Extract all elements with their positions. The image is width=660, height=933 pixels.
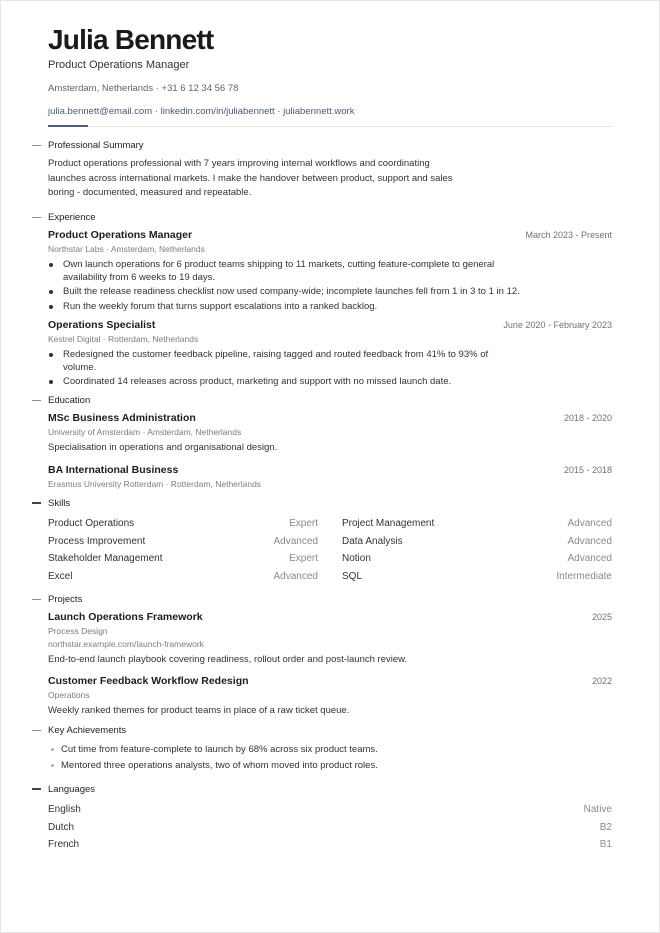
header-divider bbox=[48, 126, 612, 127]
job-title: Operations Specialist bbox=[48, 318, 156, 331]
skill-name: Process Improvement bbox=[48, 535, 146, 547]
education-section bbox=[48, 394, 612, 489]
experience-entry bbox=[48, 229, 612, 313]
skill-level: Advanced bbox=[567, 518, 612, 529]
skill-name: SQL bbox=[342, 570, 363, 582]
project-description: Weekly ranked themes for product teams in place of a raw ticket queue. bbox=[48, 705, 350, 716]
section-heading bbox=[48, 394, 612, 407]
languages-section bbox=[48, 783, 612, 854]
job-company: Kestrel Digital · Rotterdam, Netherlands bbox=[48, 333, 199, 344]
skills-section bbox=[48, 497, 612, 585]
language-name: French bbox=[48, 839, 80, 850]
section-dash bbox=[32, 599, 41, 600]
skill-row bbox=[48, 533, 318, 551]
project-title: Launch Operations Framework bbox=[48, 611, 203, 623]
skill-name: Project Management bbox=[342, 518, 435, 529]
website-link[interactable]: juliabennett.work bbox=[283, 106, 355, 117]
email-link[interactable]: julia.bennett@email.com bbox=[48, 106, 153, 117]
project-title: Customer Feedback Workflow Redesign bbox=[48, 675, 249, 687]
skill-name: Stakeholder Management bbox=[48, 553, 163, 564]
contact-separator: · bbox=[153, 83, 162, 94]
section-heading bbox=[48, 593, 612, 606]
language-level: Native bbox=[583, 804, 612, 815]
section-heading-label: Education bbox=[48, 395, 91, 406]
job-company: Northstar Labs · Amsterdam, Netherlands bbox=[48, 243, 205, 254]
section-heading bbox=[48, 497, 612, 510]
skill-name: Notion bbox=[342, 553, 371, 564]
job-dates: March 2023 - Present bbox=[525, 229, 612, 240]
section-dash bbox=[32, 788, 41, 790]
language-row bbox=[48, 836, 612, 854]
section-heading bbox=[48, 139, 612, 152]
job-bullets bbox=[48, 348, 612, 389]
candidate-title: Product Operations Manager bbox=[48, 59, 190, 71]
language-level: B2 bbox=[599, 821, 612, 833]
skill-row bbox=[48, 568, 318, 586]
job-bullets bbox=[48, 258, 612, 313]
section-heading-label: Languages bbox=[48, 784, 96, 795]
language-row bbox=[48, 819, 612, 837]
job-title: Product Operations Manager bbox=[48, 228, 193, 241]
section-dash bbox=[32, 145, 41, 146]
skill-level: Advanced bbox=[567, 535, 612, 547]
school-name: Erasmus University Rotterdam · Rotterdam, Netherlands bbox=[48, 479, 262, 489]
language-name: Dutch bbox=[48, 821, 75, 833]
degree-dates: 2015 - 2018 bbox=[563, 465, 612, 475]
bullet-item: Coordinated 14 releases across product, marketing and support with no missed launch date. bbox=[48, 375, 528, 388]
contact-separator: · bbox=[274, 106, 284, 117]
skill-name: Excel bbox=[48, 570, 73, 582]
skill-row bbox=[342, 550, 612, 568]
skills-column-right bbox=[342, 515, 612, 585]
skill-level: Intermediate bbox=[556, 570, 612, 582]
project-category: Operations bbox=[48, 690, 90, 700]
languages-list bbox=[48, 801, 612, 854]
skill-row bbox=[342, 533, 612, 551]
contact-separator: · bbox=[152, 106, 161, 117]
project-entry bbox=[48, 611, 612, 665]
experience-entry bbox=[48, 319, 612, 389]
job-dates: June 2020 - February 2023 bbox=[503, 319, 612, 330]
contact-line-links bbox=[48, 106, 612, 117]
project-description: End-to-end launch playbook covering readiness, rollout order and post-launch review. bbox=[48, 654, 408, 665]
project-year: 2022 bbox=[591, 676, 612, 686]
skill-level: Expert bbox=[289, 553, 318, 564]
skill-level: Advanced bbox=[273, 535, 318, 547]
header-divider-accent bbox=[48, 125, 88, 127]
project-year: 2025 bbox=[591, 612, 612, 622]
section-dash bbox=[32, 502, 41, 504]
skills-column-left bbox=[48, 515, 318, 585]
bullet-item: Built the release readiness checklist now used company-wide; incomplete launches fell from 1 in 3 to 1 in 12. bbox=[48, 285, 548, 298]
language-level: B1 bbox=[599, 839, 612, 850]
skill-row bbox=[342, 515, 612, 533]
language-row bbox=[48, 801, 612, 819]
degree-description: Specialisation in operations and organisational design. bbox=[48, 442, 278, 453]
section-heading-label: Key Achievements bbox=[48, 725, 127, 736]
skill-level: Advanced bbox=[273, 570, 318, 582]
skills-grid bbox=[48, 515, 612, 585]
language-name: English bbox=[48, 804, 81, 815]
bullet-item: Own launch operations for 6 product teams shipping to 11 markets, cutting feature-complete to general availability from 6 weeks to 19 days. bbox=[48, 258, 528, 284]
achievements-list bbox=[48, 742, 612, 774]
section-heading-label: Professional Summary bbox=[48, 140, 144, 151]
bullet-item: Run the weekly forum that turns support escalations into a ranked backlog. bbox=[48, 300, 528, 313]
project-link[interactable]: northstar.example.com/launch-framework bbox=[48, 639, 204, 649]
experience-section bbox=[48, 211, 612, 389]
skill-level: Advanced bbox=[567, 553, 612, 564]
degree-title: BA International Business bbox=[48, 464, 179, 476]
resume-header bbox=[48, 24, 612, 127]
contact-line-location-phone bbox=[48, 83, 612, 94]
projects-section bbox=[48, 593, 612, 716]
school-name: University of Amsterdam · Amsterdam, Netherlands bbox=[48, 427, 242, 437]
education-entry bbox=[48, 412, 612, 453]
education-entry bbox=[48, 464, 612, 489]
project-category: Process Design bbox=[48, 626, 108, 636]
achievement-item: Mentored three operations analysts, two of whom moved into product roles. bbox=[48, 758, 612, 774]
section-heading-label: Projects bbox=[48, 594, 83, 605]
section-heading-label: Skills bbox=[48, 498, 71, 509]
achievement-item: Cut time from feature-complete to launch by 68% across six product teams. bbox=[48, 742, 612, 758]
skill-level: Expert bbox=[289, 518, 318, 529]
degree-title: MSc Business Administration bbox=[48, 412, 196, 424]
summary-section bbox=[48, 139, 612, 201]
resume-page bbox=[48, 24, 612, 854]
project-entry bbox=[48, 675, 612, 716]
skill-name: Product Operations bbox=[48, 518, 135, 529]
section-dash bbox=[32, 400, 41, 401]
skill-row bbox=[48, 515, 318, 533]
section-heading bbox=[48, 211, 612, 224]
phone-text: +31 6 12 34 56 78 bbox=[161, 83, 239, 94]
location-text: Amsterdam, Netherlands bbox=[48, 83, 154, 94]
section-dash bbox=[32, 217, 41, 218]
linkedin-link[interactable]: linkedin.com/in/juliabennett bbox=[160, 106, 275, 117]
achievements-section bbox=[48, 724, 612, 774]
summary-text: Product operations professional with 7 years improving internal workflows and coordinating launches across international markets. I make the handover between product, support and sales boring - documented, measured and repeatable. bbox=[48, 158, 453, 198]
section-dash bbox=[32, 730, 41, 731]
bullet-item: Redesigned the customer feedback pipeline, raising tagged and routed feedback from 41% to 93% of volume. bbox=[48, 348, 518, 374]
section-heading bbox=[48, 783, 612, 796]
degree-dates: 2018 - 2020 bbox=[563, 413, 612, 423]
skill-row bbox=[48, 550, 318, 568]
section-heading bbox=[48, 724, 612, 737]
skill-row bbox=[342, 568, 612, 586]
skill-name: Data Analysis bbox=[342, 535, 403, 547]
section-heading-label: Experience bbox=[48, 211, 96, 223]
candidate-name: Julia Bennett bbox=[48, 24, 214, 55]
